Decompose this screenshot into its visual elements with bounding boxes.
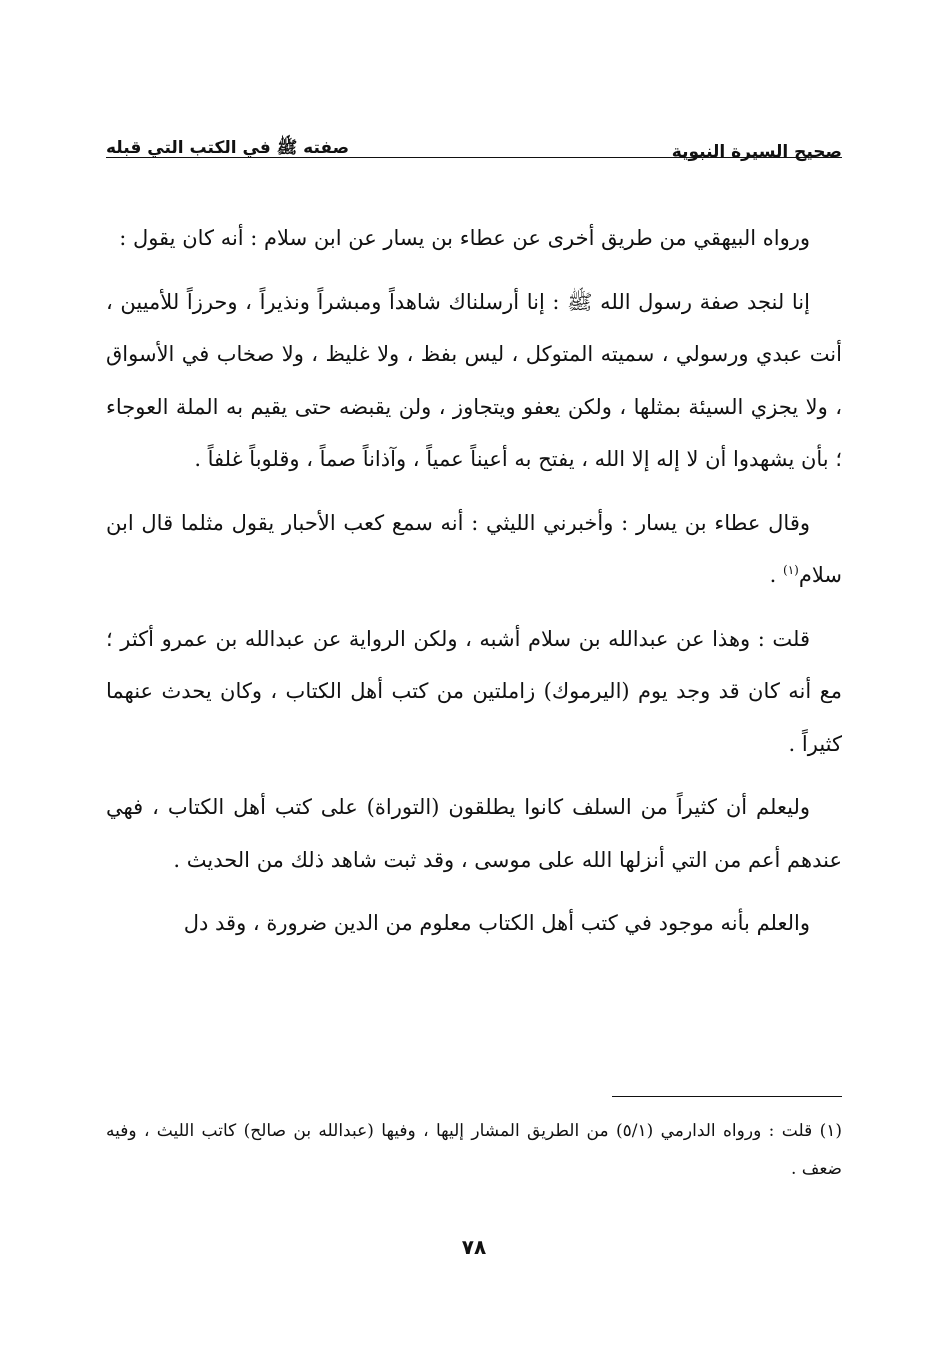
main-text <box>106 212 842 950</box>
paragraph-text: وقال عطاء بن يسار : وأخبرني الليثي : أنه سمع كعب الأحبار يقول مثلما قال ابن سلام <box>106 510 842 587</box>
page-number: ٧٨ <box>461 1235 487 1259</box>
footnote-divider <box>612 1096 842 1097</box>
paragraph: والعلم بأنه موجود في كتب أهل الكتاب معلوم من الدين ضرورة ، وقد دل <box>183 911 810 935</box>
paragraph: قلت : وهذا عن عبدالله بن سلام أشبه ، ولكن الرواية عن عبدالله بن عمرو أكثر ؛ مع أنه كان قد وجد يوم (اليرموك) زاملتين من كتب أهل الكتاب ، وكان يحدث عنهما كثيراً . <box>106 626 842 756</box>
chapter-title: صفته ﷺ في الكتب التي قبله <box>106 138 350 158</box>
running-header <box>106 120 842 162</box>
paragraph <box>106 497 842 602</box>
paragraph: وليعلم أن كثيراً من السلف كانوا يطلقون (التوراة) على كتب أهل الكتاب ، فهي عندهم أعم من التي أنزلها الله على موسى ، وقد ثبت شاهد ذلك من الحديث . <box>106 795 842 872</box>
header-divider <box>106 157 842 158</box>
footnote <box>106 1112 842 1188</box>
paragraph-end: . <box>769 563 784 587</box>
paragraph: إنا لنجد صفة رسول الله ﷺ : إنا أرسلناك شاهداً ومبشراً ونذيراً ، وحرزاً للأميين ، أنت عبدي ورسولي ، سميته المتوكل ، ليس بفظ ، ولا غليظ ، ولا صخاب في الأسواق ، ولا يجزي السيئة بمثلها ، ولكن يعفو ويتجاوز ، ولن يقبضه حتى يقيم به الملة العوجاء ؛ بأن يشهدوا أن لا إله إلا الله ، يفتح به أعيناً عمياً ، وآذاناً صماً ، وقلوباً غلفاً . <box>106 289 842 471</box>
paragraph: ورواه البيهقي من طريق أخرى عن عطاء بن يسار عن ابن سلام : أنه كان يقول : <box>119 226 810 250</box>
book-title: صحيح السيرة النبوية <box>671 142 842 162</box>
footnote-text: (١) قلت : ورواه الدارمي (٥/١) من الطريق المشار إليها ، وفيها (عبدالله بن صالح) كاتب الليث ، وفيه ضعف . <box>106 1121 842 1179</box>
footnote-reference[interactable]: (١) <box>783 563 799 577</box>
